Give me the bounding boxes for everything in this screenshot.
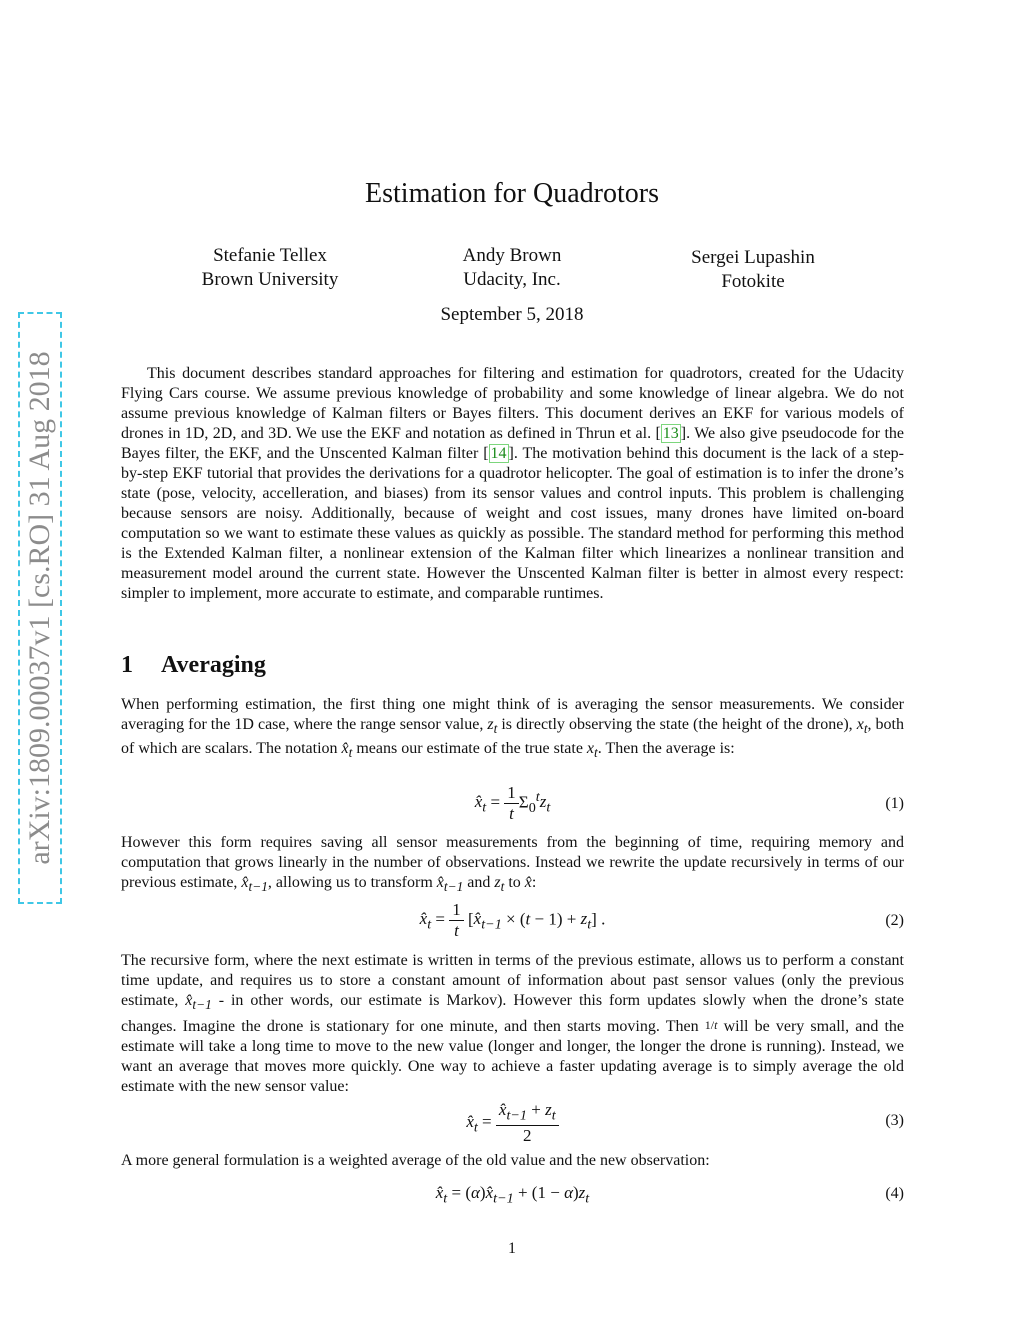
- paragraph-text: and: [463, 874, 495, 891]
- author-2: [412, 244, 612, 292]
- abstract-text: This document describes standard approaches for filtering and estimation for quadrotors, created for the Udacity Flying Cars course. We assume previous knowledge of probability and some knowledge of linear algebra. We do not assume previous knowledge of Kalman filters or Bayes filters. This document derives an EKF for various models of drones in 1D, 2D, and 3D. We use the EKF and notation as defined in Thrun et al.: [121, 365, 904, 442]
- paragraph-text: will be very small, and the estimate will take a long time to move to the new value (longer and longer, the longer the drone is running). Instead, we want an average that moves more quickly. One way to achieve a faster updating average is to simply average the old estimate with the new sensor value:: [121, 1018, 905, 1096]
- paragraph-text: :: [531, 874, 537, 891]
- paragraph-text: However this form requires saving all sensor measurements from the beginning of time, requiring memory and computation that grows linearly in the number of observations. Instead we rewrite the update recursively in terms of our previous estimate,: [121, 834, 904, 891]
- author-affiliation: Brown University: [201, 269, 339, 290]
- paragraph-text: When performing estimation, the first thing one might think of is averaging the sensor measurements. We consider averaging for the 1D case, where the range sensor value,: [121, 696, 904, 733]
- page-number: 1: [508, 1240, 516, 1257]
- citation-link[interactable]: 13: [662, 425, 679, 442]
- section-heading: [121, 652, 721, 679]
- equation-3: $x̂_t$ = $\frac{x̂_{t-1} + z_t}{2}$ (3): [466, 1100, 904, 1146]
- paragraph-text: The recursive form, where the next estimate is written in terms of the previous estimate, allows us to perform a constant time update, and requires us to store a constant amount of information about past sensor values (only the previous estimate,: [121, 952, 904, 1009]
- equation-1: $x̂_t$ = $\frac{1}{t}$ $\Sigma_0^tz_t$ (1): [474, 783, 904, 823]
- arxiv-stamp-text: arXiv:1809.00037v1 [cs.RO] 31 Aug 2018: [23, 351, 56, 865]
- equation-number: (2): [885, 912, 904, 929]
- abstract-text: . We also give pseudocode for the Bayes filter, the EKF, and the Unscented Kalman filter: [121, 425, 905, 462]
- paper-title: Estimation for Quadrotors: [365, 178, 659, 209]
- abstract-text: . The motivation behind this document is the lack of a step-by-step EKF tutorial that provides the derivations for a quadrotor helicopter. The goal of estimation is to infer the drone’s state (pose, velocity, accelleration, and biases) from its sensor values and control inputs. This problem is challenging because sensors are noisy. Additionally, because of weight and cost issues, many drones have limited on-board computation so we want to estimate these values as quickly as possible. The standard method for performing this method is the Extended Kalman filter, a nonlinear extension of the Kalman filter which linearizes a nonlinear transition and measurement model around the current state. However the Unscented Kalman filter is better in almost every respect: simpler to implement, more accurate to estimate, and comparable runtimes.: [121, 445, 904, 602]
- paragraph-text: means our estimate of the true state: [352, 740, 587, 758]
- equation-number: (3): [885, 1112, 904, 1129]
- author-name: Stefanie Tellex: [213, 245, 327, 266]
- author-affiliation: Udacity, Inc.: [463, 269, 561, 290]
- equation-number: (1): [885, 795, 904, 812]
- author-name: Andy Brown: [462, 245, 562, 266]
- paragraph-text: - in other words, our estimate is Markov). However this form updates slowly when the drone’s state changes. Imagine the drone is stationary for one minute, and then starts moving. Then: [121, 992, 904, 1036]
- arxiv-stamp: [18, 312, 62, 904]
- paragraph-text: is directly observing the state (the height of the drone),: [497, 716, 857, 733]
- equation-2: $x̂_t$ = $\frac{1}{t}$ $[x̂_{t-1} \times (t - 1) + z_t]$ . (2): [419, 900, 904, 940]
- paragraph-text: , both of which are scalars. The notation: [121, 716, 904, 758]
- paragraph: However this form requires saving all sensor measurements from the beginning of time, requiring memory and computation that grows linearly in the number of observations. Instead we rewrite the update recursively in terms of our previous estimate, $x̂_{t-1}$, allowing us to transform $x̂_{t-1}$ and $z_t$ to x̂:: [121, 834, 904, 895]
- author-name: Sergei Lupashin: [691, 247, 815, 268]
- equation-4: $x̂_t$ = $(\alpha)x̂_{t-1} + (1 - \alpha)z_t$ (4): [435, 1183, 904, 1207]
- citation-link[interactable]: 14: [490, 445, 507, 462]
- author-1: [170, 244, 370, 292]
- paper-date: September 5, 2018: [440, 304, 584, 325]
- author-3: [653, 246, 853, 294]
- section-number: 1: [121, 652, 133, 678]
- abstract: This document describes standard approaches for filtering and estimation for quadrotors, created for the Udacity Flying Cars course. We assume previous knowledge of probability and some knowledge of linear algebra. We do not assume previous knowledge of Kalman filters or Bayes filters. This document derives an EKF for various models of drones in 1D, 2D, and 3D. We use the EKF and notation as defined in Thrun et al. [ 13 ]. We also give pseudocode for the Bayes filter, the EKF, and the Unscented Kalman filter [ 14 ]. The motivation behind this document is the lack of a step-by-step EKF tutorial that provides the derivations for a quadrotor helicopter. The goal of estimation is to infer the drone’s state (pose, velocity, accelleration, and biases) from its sensor values and control inputs. This problem is challenging because sensors are noisy. Additionally, because of weight and cost issues, many drones have limited on-board computation so we want to estimate these values as quickly as possible. The standard method for performing this method is the Extended Kalman filter, a nonlinear extension of the Kalman filter which linearizes a nonlinear transition and measurement model around the current state. However the Unscented Kalman filter is better in almost every respect: simpler to implement, more accurate to estimate, and comparable runtimes.: [121, 365, 905, 602]
- paragraph: A more general formulation is a weighted average of the old value and the new observation:: [121, 1152, 710, 1169]
- section-title: Averaging: [161, 652, 266, 678]
- paragraph-text: to: [504, 874, 525, 891]
- paragraph: When performing estimation, the first thing one might think of is averaging the sensor measurements. We consider averaging for the 1D case, where the range sensor value, $z_t$ is directly observing the state (the height of the drone), $x_t$, both of which are scalars. The notation $x̂_t$ means our estimate of the true state $x_t$. Then the average is:: [121, 696, 904, 761]
- paragraph: The recursive form, where the next estimate is written in terms of the previous estimate, allows us to perform a constant time update, and requires us to store a constant amount of information about past sensor values (only the previous estimate, $x̂_{t-1}$ - in other words, our estimate is Markov). However this form updates slowly when the drone’s state changes. Imagine the drone is stationary for one minute, and then starts moving. Then 1/t will be very small, and the estimate will take a long time to move to the new value (longer and longer, the longer the drone is running). Instead, we want an average that moves more quickly. One way to achieve a faster updating average is to simply average the old estimate with the new sensor value:: [121, 952, 905, 1096]
- equation-number: (4): [885, 1185, 904, 1202]
- author-affiliation: Fotokite: [721, 271, 785, 292]
- paragraph-text: . Then the average is:: [597, 740, 735, 758]
- paragraph-text: , allowing us to transform: [267, 874, 437, 891]
